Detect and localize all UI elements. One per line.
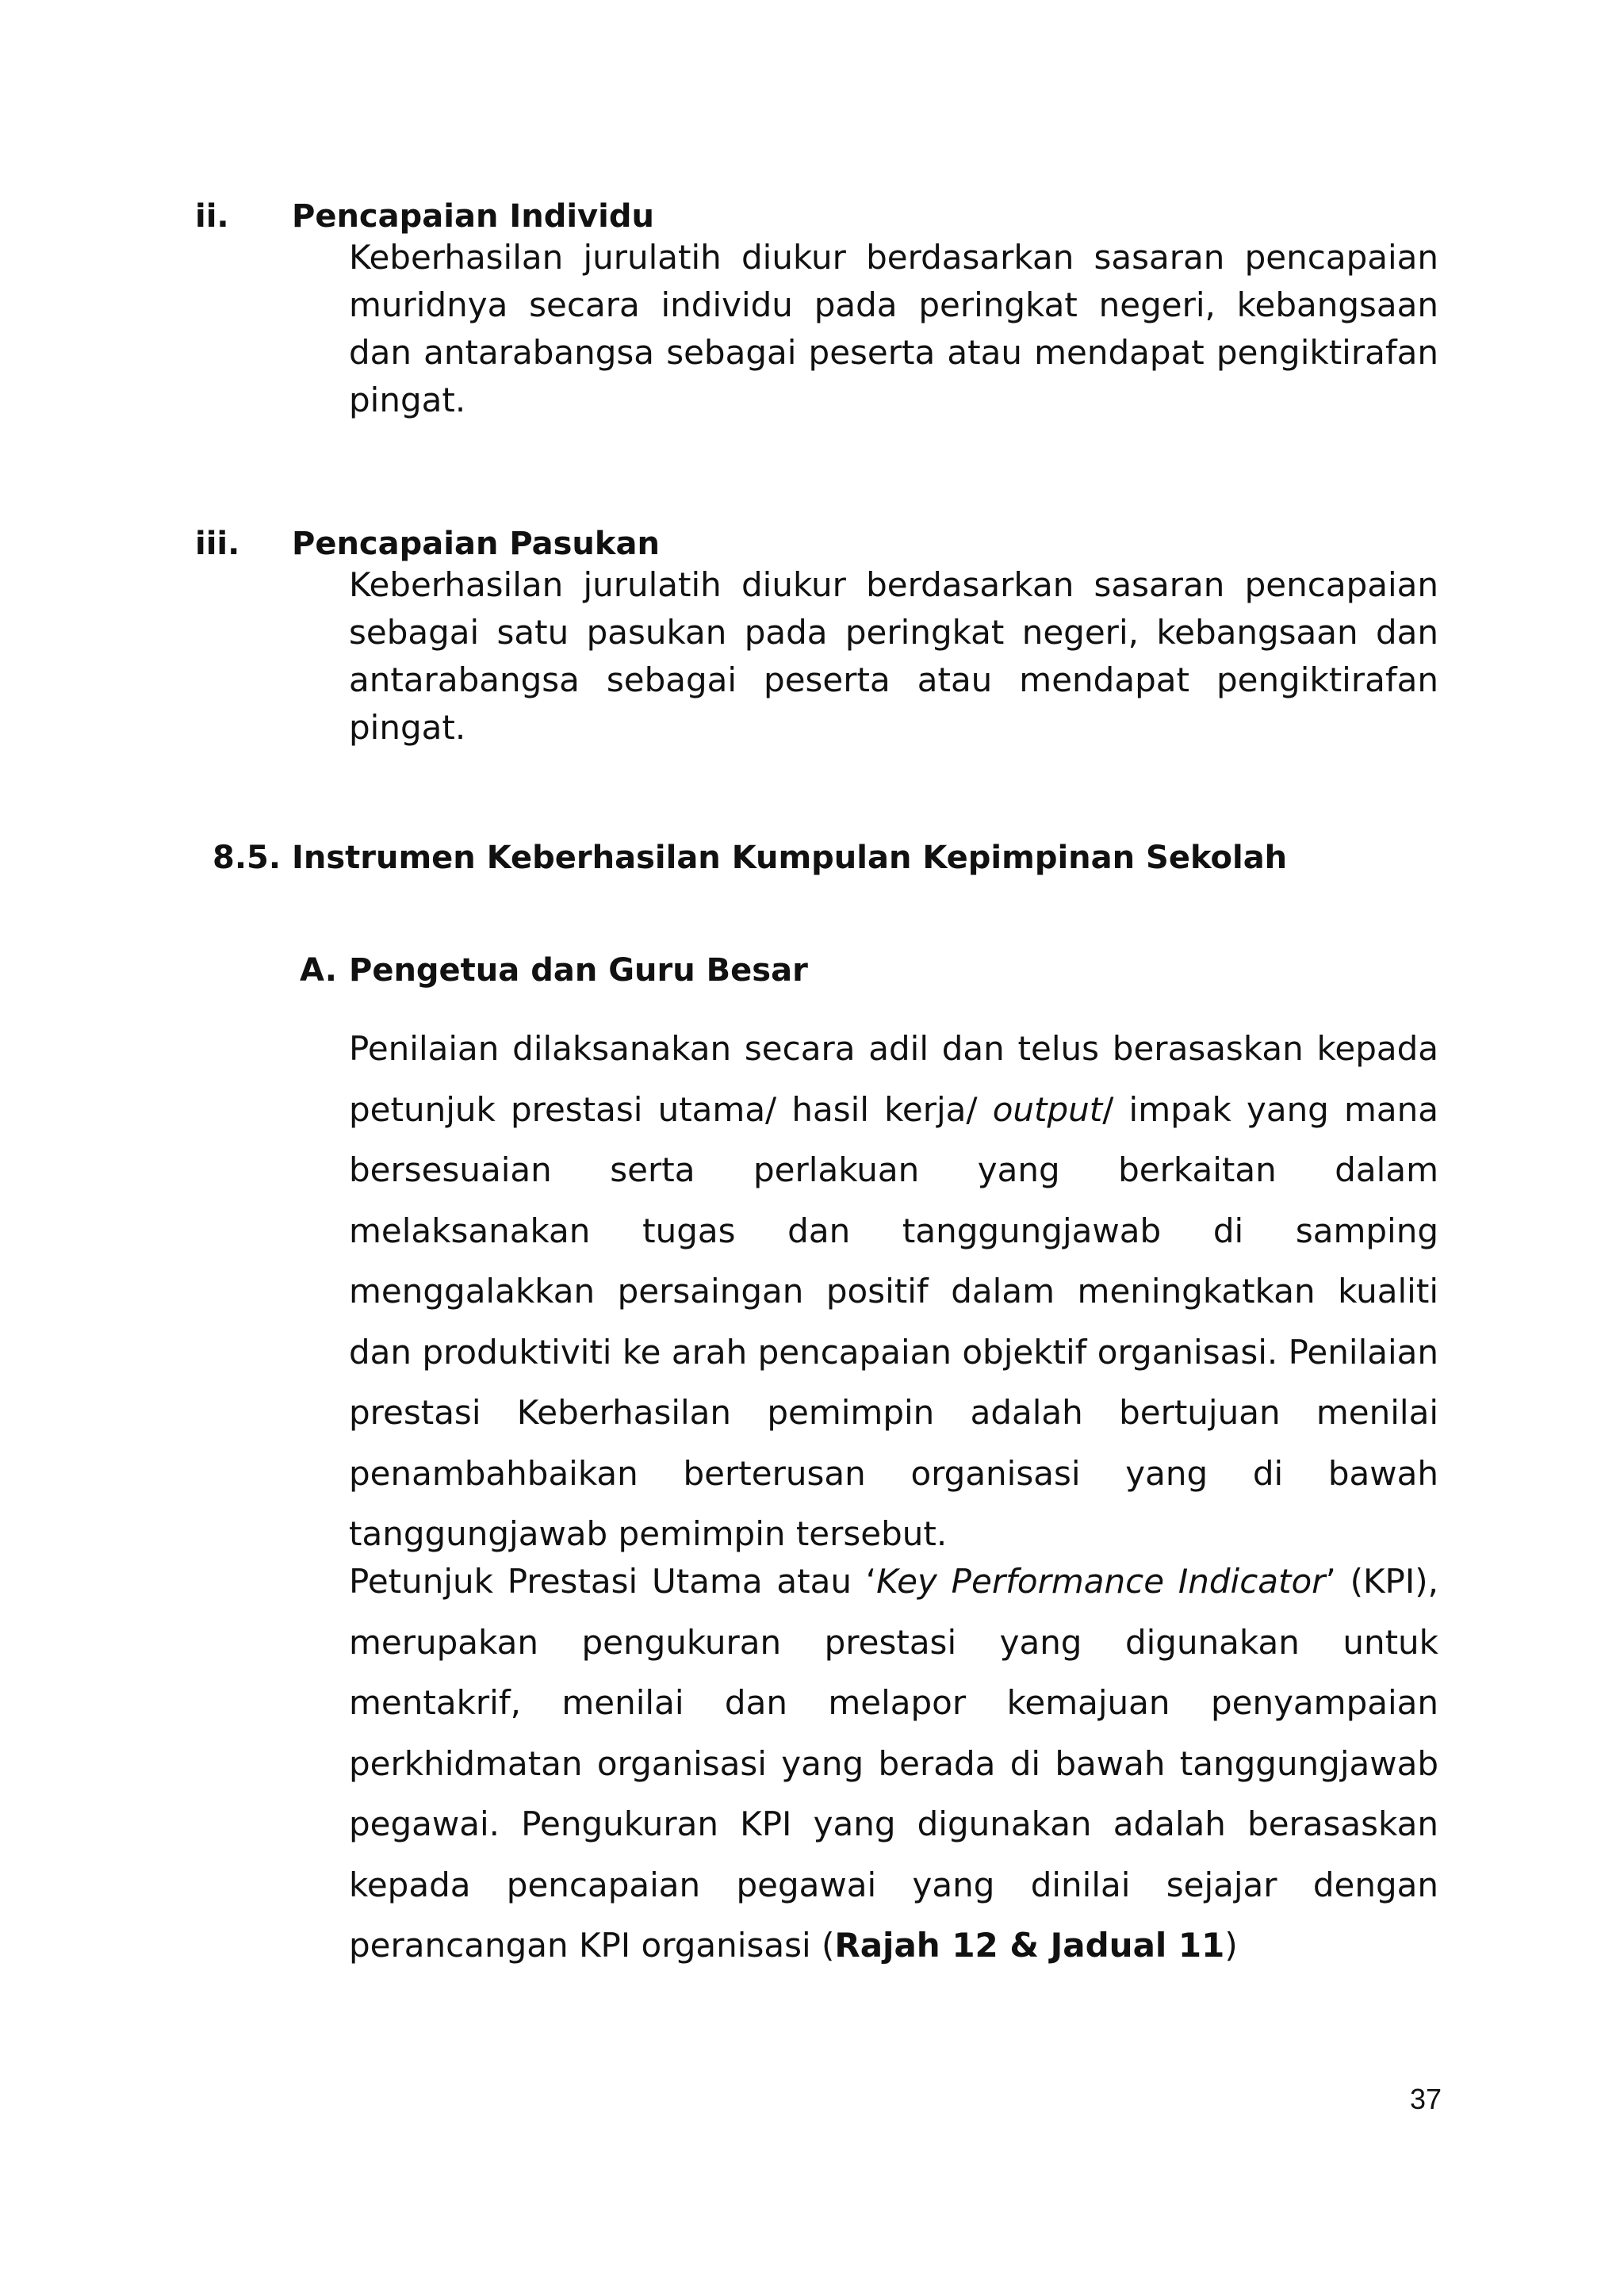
- paragraph-penilaian-text-1: Penilaian dilaksanakan secara adil dan telus berasaskan kepada petunjuk prestasi utama/ hasil kerja/: [349, 1029, 1438, 1129]
- item-title-pencapaian-individu: Pencapaian Individu: [292, 198, 654, 235]
- subsection-letter: A.: [300, 952, 337, 989]
- section-number: 8.5.: [213, 840, 282, 876]
- item-title-pencapaian-pasukan: Pencapaian Pasukan: [292, 526, 660, 562]
- paragraph-penilaian: [349, 1019, 1438, 1565]
- page-number: 37: [1410, 2083, 1442, 2115]
- section-title: Instrumen Keberhasilan Kumpulan Kepimpinan Sekolah: [292, 840, 1288, 876]
- item-numeral-ii: ii.: [195, 198, 229, 235]
- paragraph-kpi: [349, 1552, 1438, 1976]
- item-body-pencapaian-individu: Keberhasilan jurulatih diukur berdasarkan sasaran pencapaian muridnya secara individu pada peringkat negeri, kebangsaan dan antarabangsa sebagai peserta atau mendapat pengiktirafan pingat.: [349, 238, 1438, 419]
- item-numeral-iii: iii.: [195, 526, 240, 562]
- paragraph-kpi-lead: Petunjuk Prestasi Utama atau ‘: [349, 1562, 877, 1601]
- item-body-pencapaian-pasukan: Keberhasilan jurulatih diukur berdasarkan sasaran pencapaian sebagai satu pasukan pada peringkat negeri, kebangsaan dan antarabangsa sebagai peserta atau mendapat pengiktirafan pingat.: [349, 565, 1438, 747]
- paragraph-penilaian-italic-output: output: [992, 1089, 1103, 1129]
- paragraph-penilaian-text-2: / impak yang mana bersesuaian serta perlakuan yang berkaitan dalam melaksanakan tugas dan tanggungjawab di samping menggalakkan persaingan positif dalam meningkatkan kualiti dan produktiviti ke arah pencapaian objektif organisasi. Penilaian prestasi Keberhasilan pemimpin adalah bertujuan menilai penambahbaikan berterusan organisasi yang di bawah tanggungjawab pemimpin tersebut.: [349, 1089, 1438, 1553]
- paragraph-kpi-italic-term: Key Performance Indicator: [876, 1562, 1326, 1601]
- paragraph-kpi-text: ’ (KPI), merupakan pengukuran prestasi yang digunakan untuk mentakrif, menilai dan melapor kemajuan penyampaian perkhidmatan organisasi yang berada di bawah tanggungjawab pegawai. Pengukuran KPI yang digunakan adalah berasaskan kepada pencapaian pegawai yang dinilai sejajar dengan perancangan KPI organisasi (: [349, 1562, 1438, 1965]
- subsection-title: Pengetua dan Guru Besar: [349, 952, 808, 989]
- paragraph-kpi-reference: Rajah 12 & Jadual 11: [834, 1926, 1225, 1965]
- paragraph-kpi-close: ): [1224, 1926, 1238, 1965]
